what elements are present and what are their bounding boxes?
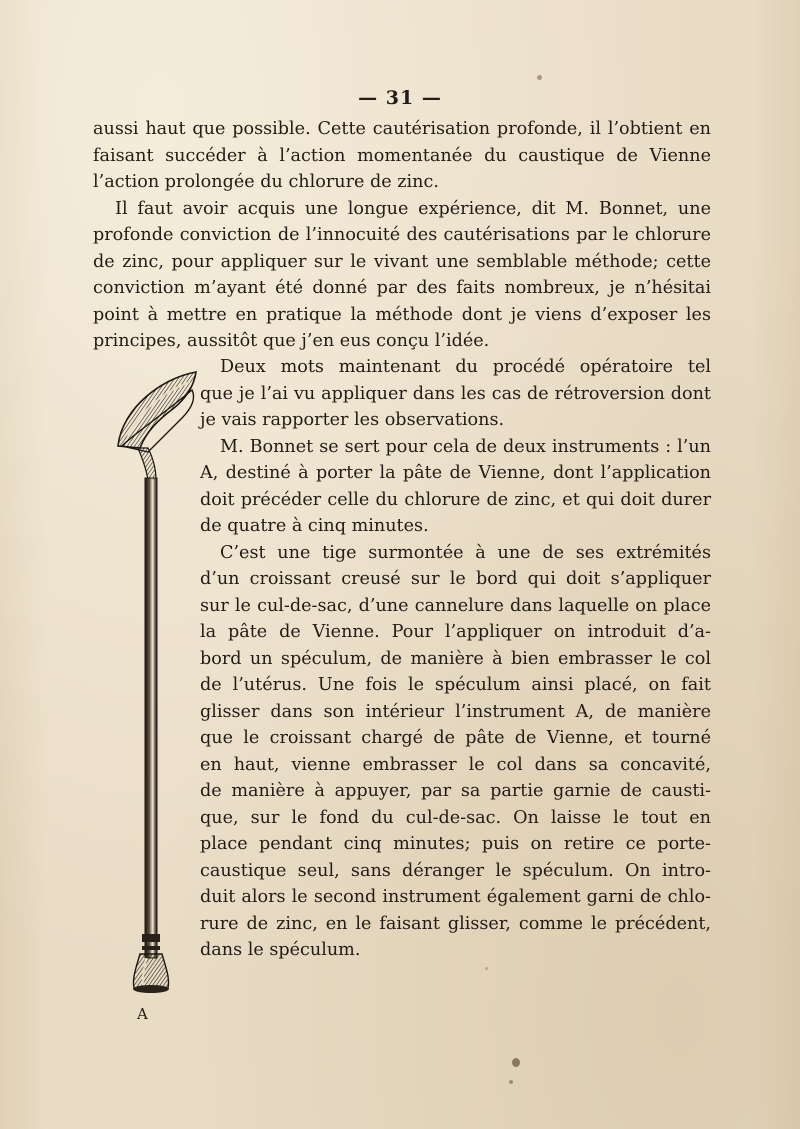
- text-line: de manière à appuyer, par sa partie garnie de causti-: [200, 781, 711, 801]
- text-line: bord un spéculum, de manière à bien embrasser le col: [200, 648, 711, 669]
- text-line: que, sur le fond du cul-de-sac. On laisse le tout en: [200, 807, 711, 828]
- text-line: Deux mots maintenant du procédé opératoire tel: [220, 357, 711, 377]
- text-line: faisant succéder à l’action momentanée du caustique de Vienne: [93, 145, 711, 166]
- text-line: glisser dans son intérieur l’instrument A, de manière: [200, 701, 711, 722]
- text-line: la pâte de Vienne. Pour l’appliquer on introduit d’a-: [200, 622, 711, 642]
- paper-speck: [485, 967, 488, 970]
- text-line: dans le spéculum.: [200, 940, 361, 960]
- figure-label: A: [137, 1005, 148, 1023]
- text-line: Il faut avoir acquis une longue expérience, dit M. Bonnet, une: [115, 198, 711, 219]
- text-line: M. Bonnet se sert pour cela de deux instruments : l’un: [220, 436, 711, 457]
- body-text-wrapped: [200, 354, 711, 964]
- text-line: rure de zinc, en le faisant glisser, comme le précédent,: [200, 913, 711, 934]
- text-line: de quatre à cinq minutes.: [200, 516, 429, 536]
- crescent-caustic-holder-engraving-icon: [112, 368, 198, 1008]
- text-line: doit précéder celle du chlorure de zinc, et qui doit durer: [200, 489, 711, 510]
- text-line: C’est une tige surmontée à une de ses extrémités: [220, 542, 711, 563]
- text-line: aussi haut que possible. Cette cautérisation profonde, il l’obtient en: [93, 119, 711, 139]
- text-line: de zinc, pour appliquer sur le vivant une semblable méthode; cette: [93, 251, 711, 272]
- text-line: point à mettre en pratique la méthode dont je viens d’exposer les: [93, 304, 711, 325]
- text-line: sur le cul-de-sac, d’une cannelure dans laquelle on place: [200, 595, 711, 616]
- text-line: caustique seul, sans déranger le spéculum. On intro-: [200, 860, 711, 881]
- paper-speck: [537, 75, 542, 80]
- page-number: — 31 —: [358, 87, 442, 109]
- text-line: A, destiné à porter la pâte de Vienne, dont l’application: [200, 463, 711, 483]
- text-line: principes, aussitôt que j’en eus conçu l’idée.: [93, 331, 490, 351]
- body-text-top: [93, 116, 711, 355]
- text-line: d’un croissant creusé sur le bord qui doit s’appliquer: [200, 569, 711, 589]
- text-line: l’action prolongée du chlorure de zinc.: [93, 172, 439, 192]
- text-line: que le croissant chargé de pâte de Vienne, et tourné: [200, 728, 711, 748]
- text-line: place pendant cinq minutes; puis on retire ce porte-: [200, 834, 711, 854]
- text-line: en haut, vienne embrasser le col dans sa concavité,: [200, 754, 711, 775]
- text-line: duit alors le second instrument également garni de chlo-: [200, 887, 711, 907]
- text-line: que je l’ai vu appliquer dans les cas de rétroversion dont: [200, 383, 711, 404]
- text-line: de l’utérus. Une fois le spéculum ainsi placé, on fait: [200, 675, 711, 695]
- paper-speck: [509, 1080, 513, 1084]
- text-line: conviction m’ayant été donné par des faits nombreux, je n’hésitai: [93, 278, 711, 298]
- paper-speck: [512, 1058, 520, 1067]
- text-line: profonde conviction de l’innocuité des cautérisations par le chlorure: [93, 225, 711, 245]
- text-line: je vais rapporter les observations.: [200, 410, 505, 430]
